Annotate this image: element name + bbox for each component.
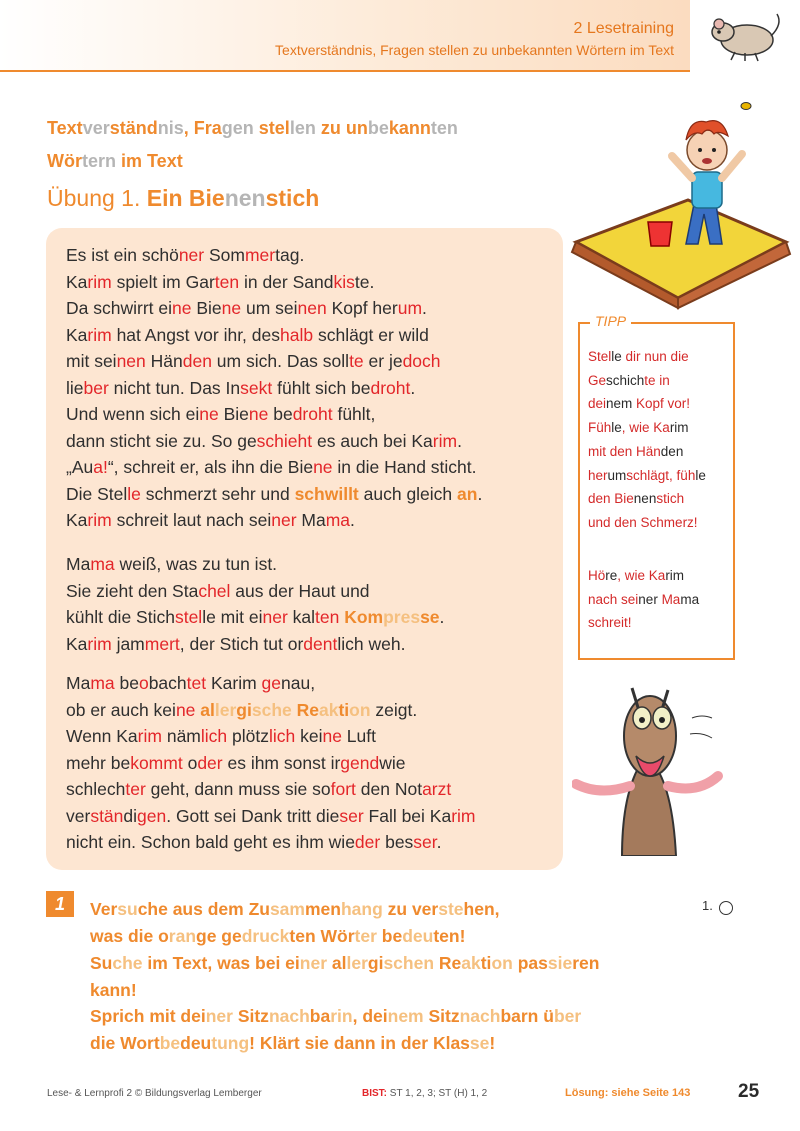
footer-publisher: Lese- & Lernprofi 2 © Bildungsverlag Lemberger: [47, 1088, 262, 1099]
text-line: den Bienenstich: [588, 491, 685, 507]
text-line: Mama weiß, was zu tun ist.: [66, 554, 278, 574]
text-line: Da schwirrt eine Biene um seinen Kopf herum.: [66, 298, 427, 318]
text-line: Mama beobachtet Karim genau,: [66, 673, 316, 693]
exercise-heading: [47, 185, 319, 212]
worksheet-title-line-1: Textverständnis, Fragen stellen zu unbekannten: [47, 118, 458, 138]
text-line: deinem Kopf vor!: [588, 396, 691, 412]
rat-mascot-icon: [705, 6, 787, 64]
task-checkbox[interactable]: [719, 901, 733, 915]
story-paragraph-3: [66, 670, 476, 856]
text-line: Karim schreit laut nach seiner Mama.: [66, 510, 355, 530]
chapter-subtitle: Textverständnis, Fragen stellen zu unbekannten Wörtern im Text: [275, 42, 674, 58]
text-line: Sie zieht den Stachel aus der Haut und: [66, 580, 370, 601]
text-line: Höre, wie Karim: [588, 568, 685, 583]
text-line: „Aua!“, schreit er, als ihn die Biene in die Hand sticht.: [66, 457, 477, 477]
tipp-text-2: [588, 564, 699, 635]
text-line: Karim jammert, der Stich tut ordentlich weh.: [66, 633, 406, 654]
text-line: nicht ein. Schon bald geht es ihm wieder besser.: [66, 832, 442, 852]
startled-rat-illustration: [572, 678, 737, 856]
header-rule: [0, 70, 690, 72]
story-paragraph-1: [66, 242, 482, 534]
text-line: Geschichte in: [588, 372, 670, 388]
text-line: nach seiner Mama: [588, 591, 700, 607]
text-line: Stelle dir nun die: [588, 349, 689, 364]
text-line: dann sticht sie zu. So geschieht es auch bei Karim.: [66, 430, 462, 451]
footer-bist-value: ST 1, 2, 3; ST (H) 1, 2: [389, 1088, 488, 1099]
task-line: die Wortbedeutung! Klärt sie dann in der Klasse!: [90, 1033, 496, 1053]
text-line: Karim spielt im Garten in der Sandkiste.: [66, 271, 375, 292]
text-line: schreit!: [588, 615, 632, 631]
footer-bist: [362, 1088, 487, 1099]
text-line: mit seinen Händen um sich. Das sollte er jedoch: [66, 351, 441, 371]
text-line: lieber nicht tun. Das Insekt fühlt sich bedroht.: [66, 377, 416, 398]
text-line: Wenn Karim nämlich plötzlich keine Luft: [66, 726, 376, 746]
page-number: 25: [738, 1081, 760, 1102]
task-line: Sprich mit deiner Sitznachbarin, deinem Sitznachbarn über: [90, 1006, 582, 1026]
text-line: herumschlägt, fühle: [588, 467, 706, 483]
exercise-prefix: Übung 1.: [47, 185, 141, 211]
boy-sandbox-bee-illustration: [568, 92, 793, 310]
exercise-name: Ein Bienenstich: [146, 185, 320, 211]
text-line: und den Schmerz!: [588, 514, 698, 530]
task-marker: 1.: [702, 898, 713, 913]
footer-solution: Lösung: siehe Seite 143: [565, 1087, 691, 1099]
footer-bist-label: BIST:: [362, 1088, 387, 1099]
task-number-badge: 1: [46, 891, 74, 917]
task-line: Suche im Text, was bei einer allergischen Reaktion passieren: [90, 953, 600, 973]
task-line: Versuche aus dem Zusammenhang zu verstehen,: [90, 899, 500, 919]
text-line: mehr bekommt oder es ihm sonst irgendwie: [66, 752, 406, 773]
text-line: mit den Händen: [588, 443, 684, 459]
tipp-label: TIPP: [590, 313, 631, 329]
task-line: was die orange gedruckten Wörter bedeuten!: [90, 926, 466, 946]
text-line: verständigen. Gott sei Dank tritt dieser Fall bei Karim: [66, 805, 476, 826]
text-line: Und wenn sich eine Biene bedroht fühlt,: [66, 404, 376, 424]
text-line: Es ist ein schöner Sommertag.: [66, 245, 305, 265]
text-line: Fühle, wie Karim: [588, 420, 689, 436]
task-line: kann!: [90, 980, 137, 1000]
story-paragraph-2: [66, 551, 444, 657]
text-line: kühlt die Stichstelle mit einer kalten Kompresse.: [66, 607, 445, 627]
text-line: Die Stelle schmerzt sehr und schwillt auch gleich an.: [66, 483, 483, 504]
chapter-title: 2 Lesetraining: [573, 20, 674, 37]
tipp-text-1: [588, 345, 706, 535]
text-line: ob er auch keine allergische Reaktion zeigt.: [66, 699, 418, 720]
text-line: Karim hat Angst vor ihr, deshalb schlägt er wild: [66, 324, 429, 345]
text-line: schlechter geht, dann muss sie sofort den Notarzt: [66, 779, 452, 799]
worksheet-title-line-2: Wörtern im Text: [47, 151, 183, 171]
